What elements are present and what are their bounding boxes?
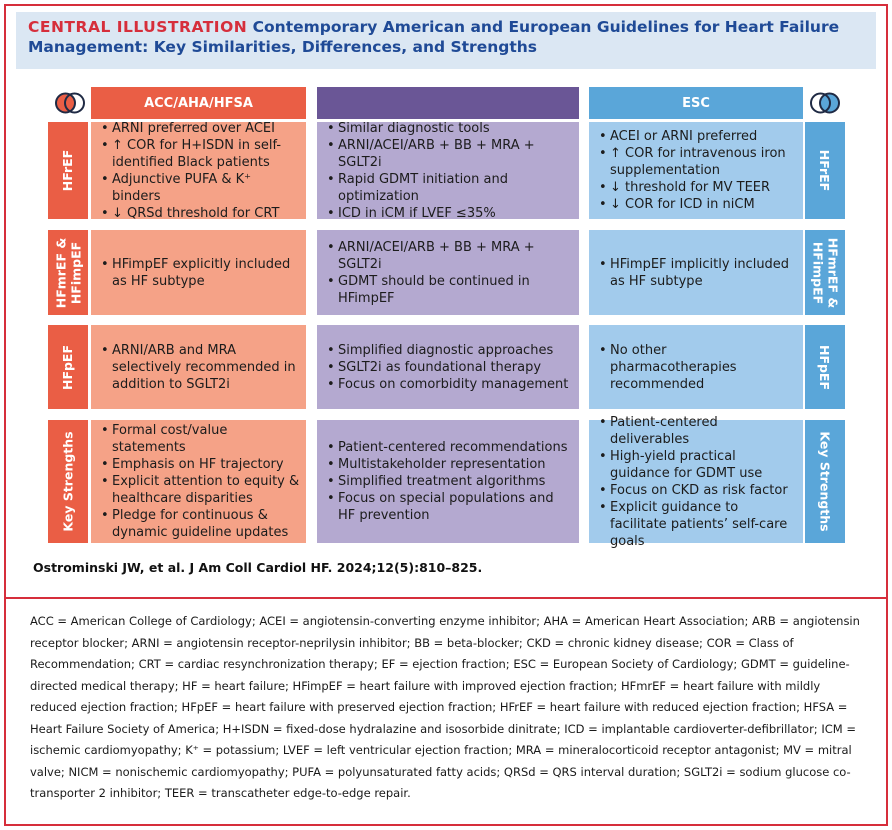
column-header-acc: ACC/AHA/HFSA [91,87,306,119]
row-label-right-hfpef: HFpEF [805,325,845,409]
cell-esc-hfpef [589,325,803,409]
row-label-left-strengths: Key Strengths [48,420,88,543]
bullet-item: • High-yield practical guidance for GDMT use [599,448,797,482]
cell-acc-hfref [91,122,306,219]
bullet-item: • ↓ QRSd threshold for CRT [101,205,300,222]
bullet-item: • Simplified diagnostic approaches [327,342,573,359]
bullet-item: • Patient-centered recommendations [327,439,573,456]
cell-esc-hfref [589,122,803,219]
bullet-item: • ARNI/ARB and MRA selectively recommended in addition to SGLT2i [101,342,300,393]
cell-shared-hfref [317,122,579,219]
abbreviations-footnote: ACC = American College of Cardiology; ACEI = angiotensin-converting enzyme inhibitor; AHA = American Heart Association; ARB = angiotensin receptor blocker; ARNI = angiotensin receptor-neprilysin inhibitor; BB = beta-blocker; CKD = chronic kidney disease; COR = Class of Recommendation; CRT = cardiac resynchronization therapy; EF = ejection fraction; ESC = European Society of Cardiology; GDMT = guideline-directed medical therapy; HF = heart failure; HFimpEF = heart failure with improved ejection fraction; HFmrEF = heart failure with mildly reduced ejection fraction; HFpEF = heart failure with preserved ejection fraction; HFrEF = heart failure with reduced ejection fraction; HFSA = Heart Failure Society of America; H+ISDN = fixed-dose hydralazine and isosorbide dinitrate; ICD = implantable cardioverter-defibrillator; ICM = ischemic cardiomyopathy; K⁺ = potassium; LVEF = left ventricular ejection fraction; MRA = mineralocorticoid receptor antagonist; MV = mitral valve; NICM = nonischemic cardiomyopathy; PUFA = polyunsaturated fatty acids; QRSd = QRS interval duration; SGLT2i = sodium glucose co-transporter 2 inhibitor; TEER = transcatheter edge-to-edge repair. [30,614,860,800]
row-label-right-hfmref: HFmrEF & HFimpEF [805,230,845,315]
bullet-item: • Simplified treatment algorithms [327,473,573,490]
divider [6,597,886,599]
bullet-item: • ↑ COR for intravenous iron supplementation [599,145,797,179]
bullet-item: • Explicit guidance to facilitate patients’ self-care goals [599,499,797,550]
bullet-item: • GDMT should be continued in HFimpEF [327,273,573,307]
title-line-2: Management: Key Similarities, Differences, and Strengths [28,38,538,56]
header [16,12,876,69]
bullet-item: • Multistakeholder representation [327,456,573,473]
bullet-item: • Rapid GDMT initiation and optimization [327,171,573,205]
venn-right-icon [807,85,843,121]
bullet-item: • Patient-centered deliverables [599,414,797,448]
title-line-1 [28,17,864,37]
cell-esc-strengths [589,414,803,549]
cell-acc-hfpef [91,325,306,409]
bullet-item: • Emphasis on HF trajectory [101,456,300,473]
bullet-item: • ARNI/ACEI/ARB + BB + MRA + SGLT2i [327,137,573,171]
bullet-item: • Focus on special populations and HF prevention [327,490,573,524]
bullet-item: • ACEI or ARNI preferred [599,128,797,145]
bullet-item: • Adjunctive PUFA & K⁺ binders [101,171,300,205]
bullet-item: • Focus on CKD as risk factor [599,482,797,499]
cell-acc-hfmref [91,230,306,315]
cell-acc-strengths [91,420,306,543]
bullet-item: • No other pharmacotherapies recommended [599,342,797,393]
bullet-item: • HFimpEF implicitly included as HF subtype [599,256,797,290]
bullet-item: • Focus on comorbidity management [327,376,573,393]
bullet-item: • ARNI/ACEI/ARB + BB + MRA + SGLT2i [327,239,573,273]
bullet-item: • HFimpEF explicitly included as HF subtype [101,256,300,290]
bullet-item: • SGLT2i as foundational therapy [327,359,573,376]
title-text-1: Contemporary American and European Guidelines for Heart Failure [252,18,840,36]
bullet-item: • ARNI preferred over ACEI [101,120,300,137]
bullet-item: • Explicit attention to equity & healthcare disparities [101,473,300,507]
row-label-left-hfpef: HFpEF [48,325,88,409]
row-label-left-hfmref: HFmrEF & HFimpEF [48,230,88,315]
cell-esc-hfmref [589,230,803,315]
column-header-esc: ESC [589,87,803,119]
bullet-item: • Formal cost/value statements [101,422,300,456]
citation: Ostrominski JW, et al. J Am Coll Cardiol HF. 2024;12(5):810–825. [33,560,483,575]
bullet-item: • ↑ COR for H+ISDN in self-identified Black patients [101,137,300,171]
bullet-item: • Similar diagnostic tools [327,120,573,137]
bullet-item: • Pledge for continuous & dynamic guideline updates [101,507,300,541]
bullet-item: • ↓ COR for ICD in niCM [599,196,797,213]
bullet-item: • ↓ threshold for MV TEER [599,179,797,196]
cell-shared-hfmref [317,230,579,315]
bullet-item: • ICD in iCM if LVEF ≤35% [327,205,573,222]
row-label-right-strengths: Key Strengths [805,420,845,543]
venn-left-icon [52,85,88,121]
row-label-right-hfref: HFrEF [805,122,845,219]
cell-shared-strengths [317,420,579,543]
column-header-shared [317,87,579,119]
row-label-left-hfref: HFrEF [48,122,88,219]
central-illustration-label: CENTRAL ILLUSTRATION [28,18,248,36]
cell-shared-hfpef [317,325,579,409]
